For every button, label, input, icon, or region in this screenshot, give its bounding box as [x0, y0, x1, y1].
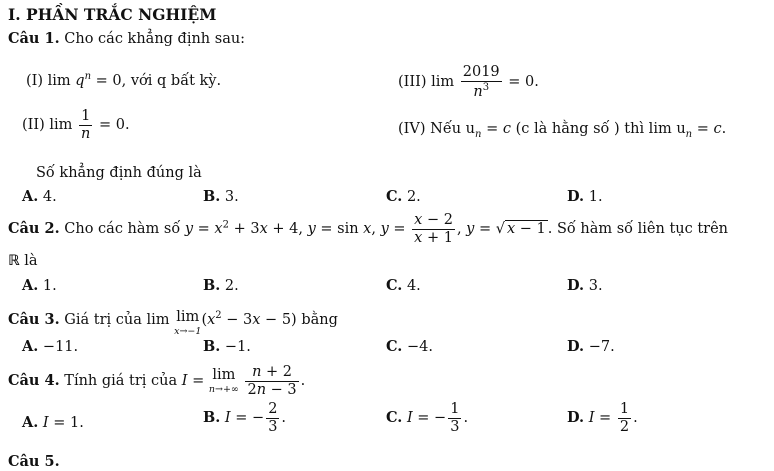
- question-4-label: Câu 4.: [8, 372, 60, 390]
- q2-answer-a[interactable]: A. 1.: [22, 277, 57, 294]
- question-1-text: Cho các khẳng định sau:: [64, 31, 246, 47]
- q3-answer-b[interactable]: B. −1.: [203, 338, 251, 355]
- q3-answer-d[interactable]: D. −7.: [567, 338, 615, 355]
- q4-answer-b[interactable]: B. I = − $\frac{2}{3}$ .: [203, 401, 287, 435]
- q3-answer-a[interactable]: A. −11.: [22, 338, 79, 355]
- q2-answer-b[interactable]: B. 2.: [203, 277, 239, 294]
- q3-answer-c[interactable]: C. −4.: [386, 338, 433, 355]
- question-2-text: Câu 2. Cho các hàm số $y = x^2 + 3x + 4$, y = sin x, y = $\frac{x - 2}{x + 1}$ , y = √ x − 1 . Số hàm số liên tục trên: [8, 212, 729, 246]
- statement-4: (IV) Nếu $u_n = c$ (c là hằng số ) thì $\lim u_n = c$.: [398, 121, 727, 140]
- q4-answer-d[interactable]: D. I = $\frac{1}{2}$ .: [567, 401, 638, 435]
- question-3-label: Câu 3.: [8, 310, 60, 328]
- q1-answer-c[interactable]: C. 2.: [386, 188, 421, 205]
- question-1-label: Câu 1.: [8, 30, 60, 47]
- q2-answer-d[interactable]: D. 3.: [567, 277, 603, 294]
- q4-answer-c[interactable]: C. I = − $\frac{1}{3}$ .: [386, 401, 469, 435]
- q1-answer-d[interactable]: D. 1.: [567, 188, 603, 205]
- question-1-header: [8, 30, 245, 47]
- statement-1: (I) $\lim q^n = 0$, với q bất kỳ.: [26, 71, 222, 89]
- question-4-text: Câu 4. Tính giá trị của I = lim n→+∞ $\frac{n + 2}{2n - 3}$ .: [8, 364, 306, 398]
- question-2-label: Câu 2.: [8, 220, 60, 238]
- q4-answer-a[interactable]: A. I = 1.: [22, 414, 84, 431]
- question-1-footer: Số khẳng định đúng là: [36, 165, 202, 181]
- question-3-text: Câu 3. Giá trị của lim lim x→−1 $(x^2 - 3x - 5)$ bằng: [8, 309, 338, 337]
- question-2-text-line2: ℝ là: [8, 253, 38, 269]
- statement-3: (III) lim $\frac{2019}{n^3}$ = 0.: [398, 64, 539, 100]
- q2-answer-c[interactable]: C. 4.: [386, 277, 421, 294]
- question-5-label: Câu 5.: [8, 453, 60, 470]
- section-title: I. PHẦN TRẮC NGHIỆM: [8, 5, 217, 24]
- statement-2: (II) lim $\frac{1}{n}$ = 0.: [22, 108, 130, 142]
- q1-answer-b[interactable]: B. 3.: [203, 188, 239, 205]
- q1-answer-a[interactable]: A. 4.: [22, 188, 57, 205]
